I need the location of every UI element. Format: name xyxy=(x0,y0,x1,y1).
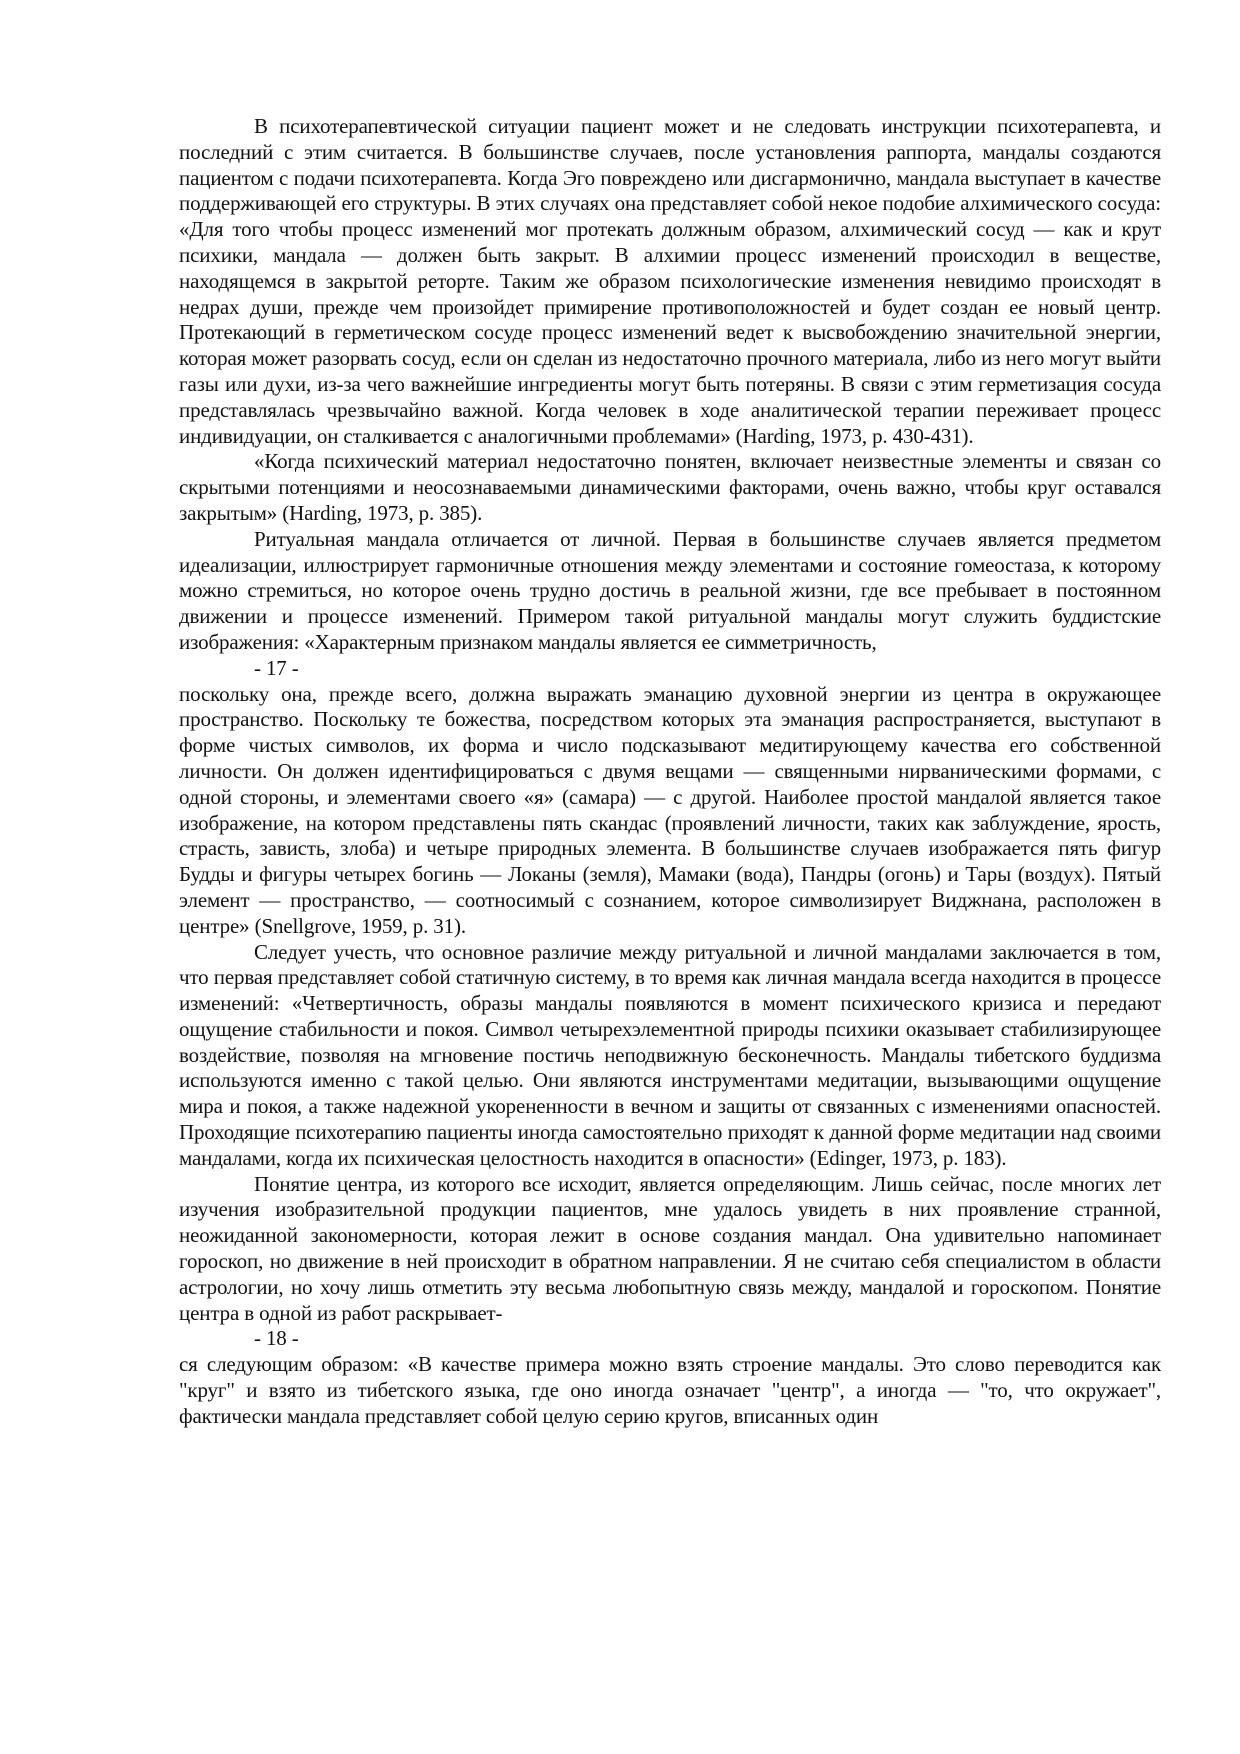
paragraph-continuation-mandala-structure: ся следующим образом: «В качестве примера можно взять строение мандалы. Это слово переводится как "круг" и взято из тибетского языка, где оно иногда означает "центр", а иногда — "то, что окружает", фактически мандала представляет собой целую серию кругов, вписанных один xyxy=(179,1352,1161,1428)
paragraph-concept-of-center: Понятие центра, из которого все исходит, является определяющим. Лишь сейчас, после многих лет изучения изобразительной продукции пациентов, мне удалось увидеть в них проявление странной, неожиданной закономерности, которая лежит в основе создания мандал. Она удивительно напоминает гороскоп, но движение в ней происходит в обратном направлении. Я не считаю себя специалистом в области астрологии, но хочу лишь отметить эту весьма любопытную связь между, мандалой и гороскопом. Понятие центра в одной из работ раскрывает- xyxy=(179,1171,1161,1325)
page-number-17: - 17 - xyxy=(254,655,299,680)
paragraph-ritual-mandala: Ритуальная мандала отличается от личной. Первая в большинстве случаев является предметом идеализации, иллюстрирует гармоничные отношения между элементами и состояние гомеостаза, к которому можно стремиться, но которое очень трудно достичь в реальной жизни, где все пребывает в постоянном движении и процессе изменений. Примером такой ритуальной мандалы могут служить буддистские изображения: «Характерным признаком мандалы является ее симметричность, xyxy=(179,526,1161,654)
paragraph-continuation-emanation: поскольку она, прежде всего, должна выражать эманацию духовной энергии из центра в окружающее пространство. Поскольку те божества, посредством которых эта эманация распространяется, выступают в форме чистых символов, их форма и число подсказывают медитирующему качества его собственной личности. Он должен идентифицироваться с двумя вещами — священными нирваническими формами, с одной стороны, и элементами своего «я» (самара) — с другой. Наиболее простой мандалой является такое изображение, на котором представлены пять скандас (проявлений личности, таких как заблуждение, ярость, страсть, зависть, злоба) и четыре природных элемента. В большинстве случаев изображается пять фигур Будды и фигуры четырех богинь — Локаны (земля), Мамаки (вода), Пандры (огонь) и Тары (воздух). Пятый элемент — пространство, — соотносимый с сознанием, которое символизирует Виджнана, расположен в центре» (Snellgrove, 1959, p. 31). xyxy=(179,681,1161,938)
paragraph-ritual-vs-personal: Следует учесть, что основное различие между ритуальной и личной мандалами заключается в том, что первая представляет собой статичную систему, в то время как личная мандала всегда находится в процессе изменений: «Четвертичность, образы мандалы появляются в момент психического кризиса и передают ощущение стабильности и покоя. Символ четырехэлементной природы психики оказывает стабилизирующее воздействие, позволяя на мгновение постичь неподвижную бесконечность. Мандалы тибетского буддизма используются именно с такой целью. Они являются инструментами медитации, вызывающими ощущение мира и покоя, а также надежной укорененности в вечном и защиты от связанных с изменениями опасностей. Проходящие психотерапию пациенты иногда самостоятельно приходят к данной форме медитации над своими мандалами, когда их психическая целостность находится в опасности» (Edinger, 1973, p. 183). xyxy=(179,939,1161,1170)
paragraph-closed-circle: «Когда психический материал недостаточно понятен, включает неизвестные элементы и связан со скрытыми потенциями и неосознаваемыми динамическими факторами, очень важно, чтобы круг оставался закрытым» (Harding, 1973, p. 385). xyxy=(179,449,1161,525)
paragraph-alchemical-vessel: В психотерапевтической ситуации пациент может и не следовать инструкции психотерапевта, и последний с этим считается. В большинстве случаев, после установления раппорта, мандалы создаются пациентом с подачи психотерапевта. Когда Эго повреждено или дисгармонично, мандала выступает в качестве поддерживающей его структуры. В этих случаях она представляет собой некое подобие алхимического сосуда: «Для того чтобы процесс изменений мог протекать должным образом, алхимический сосуд — как и крут психики, мандала — должен быть закрыт. В алхимии процесс изменений происходил в веществе, находящемся в закрытой реторте. Таким же образом психологические изменения невидимо происходят в недрах души, прежде чем произойдет примирение противоположностей и будет создан ее новый центр. Протекающий в герметическом сосуде процесс изменений ведет к высвобождению значительной энергии, которая может разорвать сосуд, если он сделан из недостаточно прочного материала, либо из него могут выйти газы или духи, из-за чего важнейшие ингредиенты могут быть потеряны. В связи с этим герметизация сосуда представлялась чрезвычайно важной. Когда человек в ходе аналитической терапии переживает процесс индивидуации, он сталкивается с аналогичными проблемами» (Harding, 1973, p. 430-431). xyxy=(179,114,1161,448)
page-number-18: - 18 - xyxy=(254,1326,299,1351)
document-page xyxy=(179,114,1161,1430)
